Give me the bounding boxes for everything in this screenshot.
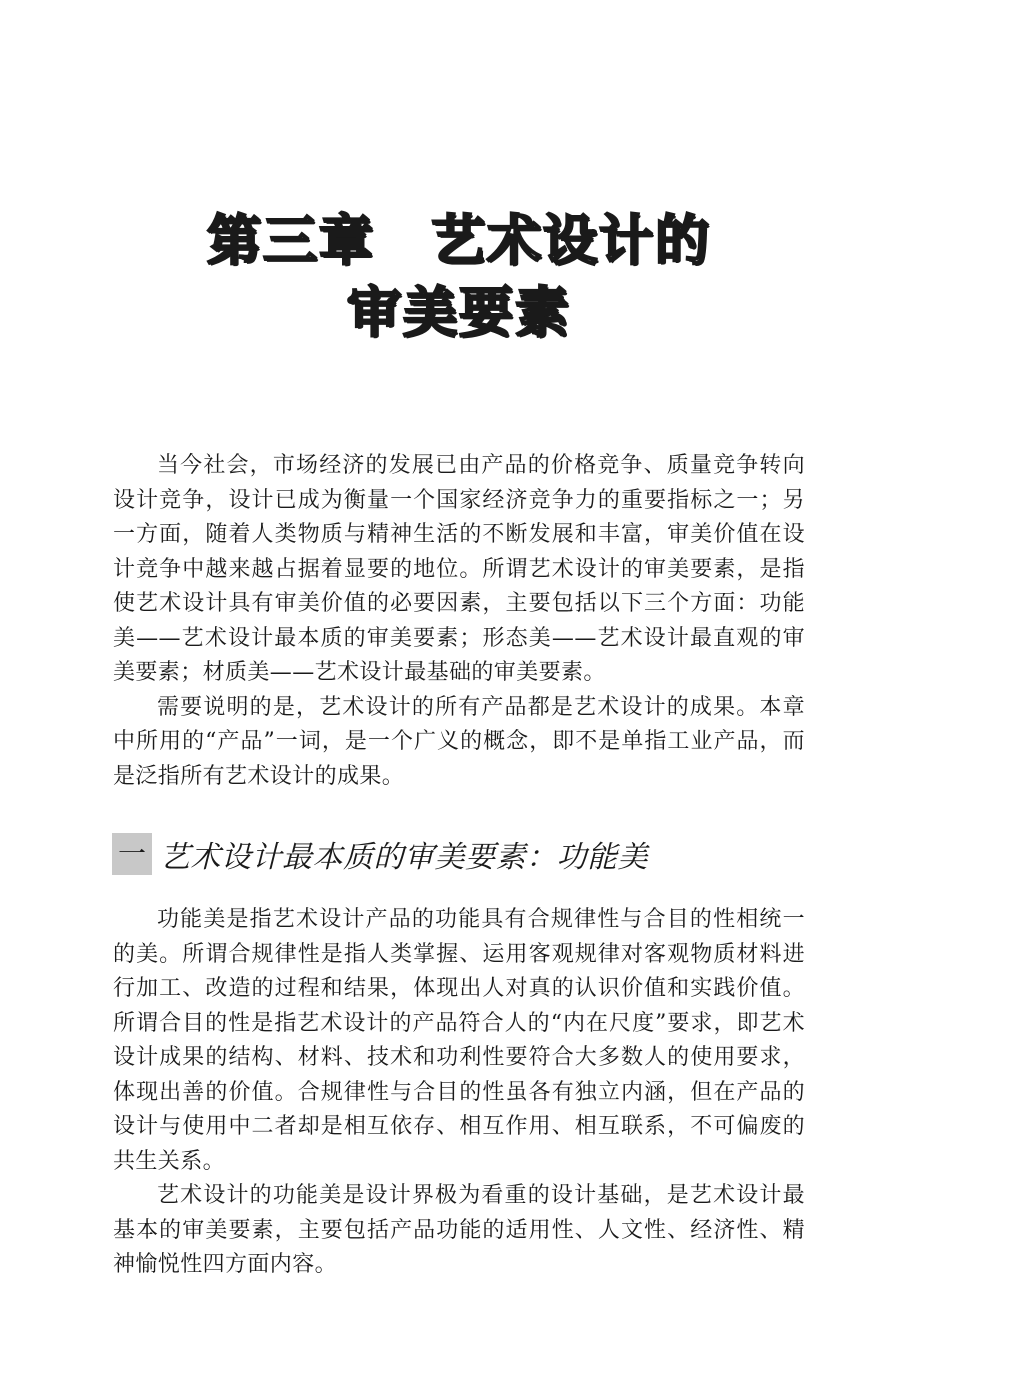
intro-paragraph-2: 需要说明的是，艺术设计的所有产品都是艺术设计的成果。本章中所用的“产品”一词，是一个广义的概念，即不是单指工业产品，而是泛指所有艺术设计的成果。: [113, 694, 805, 789]
section-number: 一: [112, 833, 152, 875]
section-heading: [112, 833, 648, 875]
chapter-title-line-1: 第三章 艺术设计的: [207, 209, 711, 272]
intro-text: [113, 449, 805, 794]
chapter-title: [0, 205, 918, 349]
section-paragraph-2: 艺术设计的功能美是设计界极为看重的设计基础，是艺术设计最基本的审美要素，主要包括产品功能的适用性、人文性、经济性、精神愉悦性四方面内容。: [113, 1183, 805, 1277]
section-paragraph-1: 功能美是指艺术设计产品的功能具有合规律性与合目的性相统一的美。所谓合规律性是指人类掌握、运用客观规律对客观物质材料进行加工、改造的过程和结果，体现出人对真的认识价值和实践价值。所谓合目的性是指艺术设计的产品符合人的“内在尺度”要求，即艺术设计成果的结构、材料、技术和功利性要符合大多数人的使用要求，体现出善的价值。合规律性与合目的性虽各有独立内涵，但在产品的设计与使用中二者却是相互依存、相互作用、相互联系，不可偏废的共生关系。: [113, 907, 805, 1174]
intro-paragraph-1: 当今社会，市场经济的发展已由产品的价格竞争、质量竞争转向设计竞争，设计已成为衡量一个国家经济竞争力的重要指标之一；另一方面，随着人类物质与精神生活的不断发展和丰富，审美价值在设计竞争中越来越占据着显要的地位。所谓艺术设计的审美要素，是指使艺术设计具有审美价值的必要因素，主要包括以下三个方面：功能美——艺术设计最本质的审美要素；形态美——艺术设计最直观的审美要素；材质美——艺术设计最基础的审美要素。: [113, 453, 805, 685]
section-title: 艺术设计最本质的审美要素：功能美: [160, 840, 648, 875]
section-text: [113, 903, 805, 1283]
chapter-title-line-2: 审美要素: [347, 281, 571, 344]
